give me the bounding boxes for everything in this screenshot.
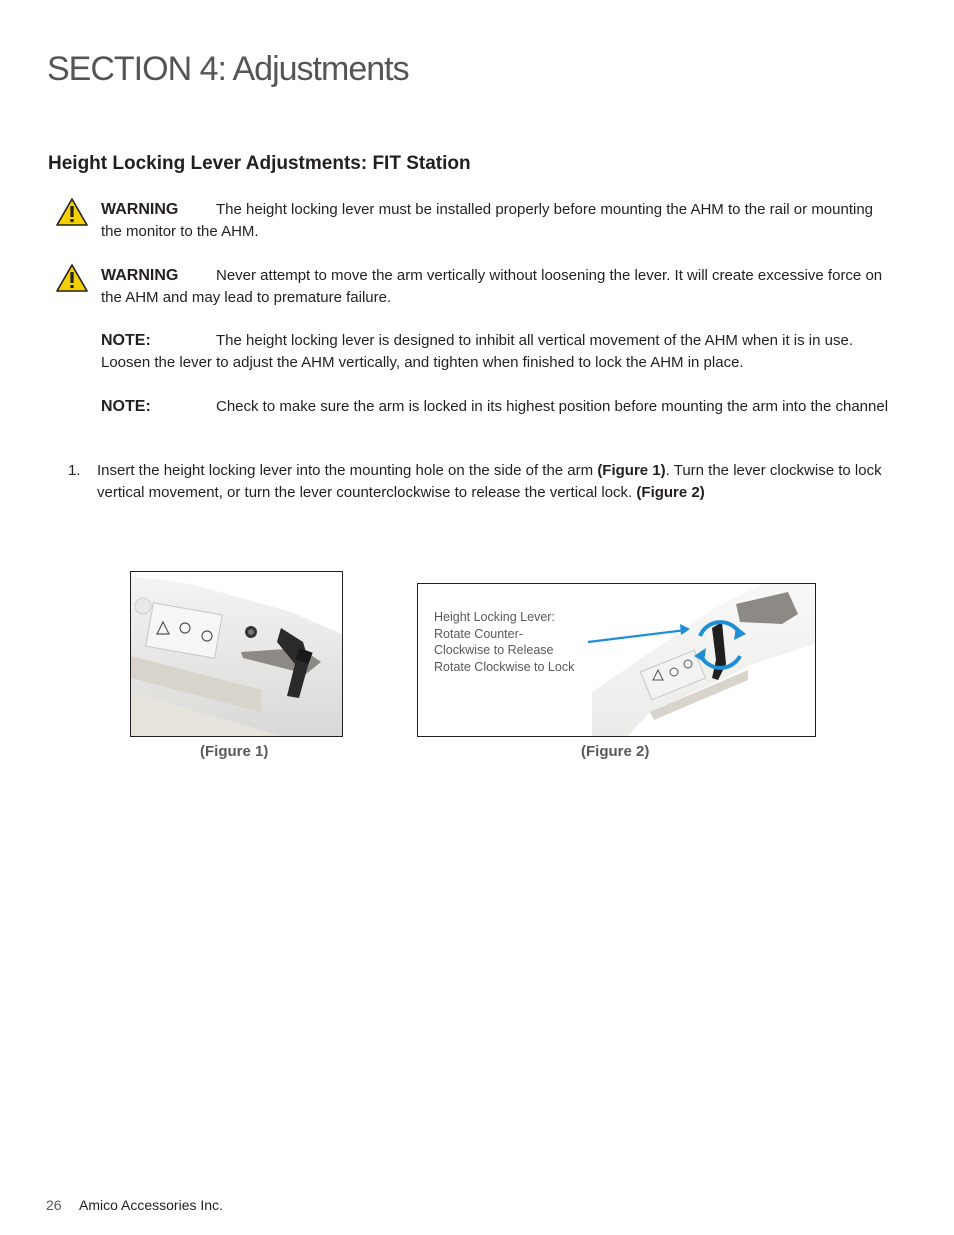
warning-label: WARNING [101,201,179,218]
callout-line: Clockwise to Release [434,643,554,657]
note-label: NOTE: [101,332,151,349]
note-1 [101,330,891,374]
step-text [97,460,908,504]
section-title: SECTION 4: Adjustments [47,50,409,88]
figure-2-reference: (Figure 2) [636,484,705,501]
figure-1-caption: (Figure 1) [200,743,269,760]
warning-text: Never attempt to move the arm vertically without loosening the lever. It will create excessive force on the AHM and may lead to premature failure. [101,267,883,306]
callout-line: Rotate Clockwise to Lock [434,659,575,674]
warning-1 [101,199,891,243]
figure-1-reference: (Figure 1) [597,462,666,479]
warning-label: WARNING [101,267,179,284]
callout-line: Height Locking Lever: [434,610,555,624]
step-text-part: Insert the height locking lever into the mounting hole on the side of the arm [97,462,598,479]
note-text: The height locking lever is designed to inhibit all vertical movement of the AHM when it is in use. Loosen the lever to adjust the AHM vertically, and tighten when finished to lock the AHM in place. [101,332,853,371]
figure-2-callout [434,609,594,675]
warning-triangle-icon [56,198,88,226]
note-text: Check to make sure the arm is locked in its highest position before mounting the arm into the channel [216,398,889,415]
warning-text: The height locking lever must be installed properly before mounting the AHM to the rail or mounting the monitor to the AHM. [101,201,874,240]
callout-line: Rotate Counter- [434,626,523,641]
note-2 [101,396,891,418]
figure-2-caption: (Figure 2) [581,743,650,760]
note-label: NOTE: [101,398,151,415]
arm-lever-illustration [131,572,342,736]
step-number: 1. [68,462,81,479]
figure-1-image [130,571,343,737]
warning-2 [101,265,891,309]
subheading: Height Locking Lever Adjustments: FIT Station [48,153,471,174]
step-1 [68,460,908,504]
step-text-part: . Turn the lever clockwise to lock vertical movement, or turn the lever counterclockwise to release the vertical lock. [97,462,882,501]
warning-triangle-icon [56,264,88,292]
page-number: 26 [46,1197,62,1213]
footer-company: Amico Accessories Inc. [79,1197,223,1213]
